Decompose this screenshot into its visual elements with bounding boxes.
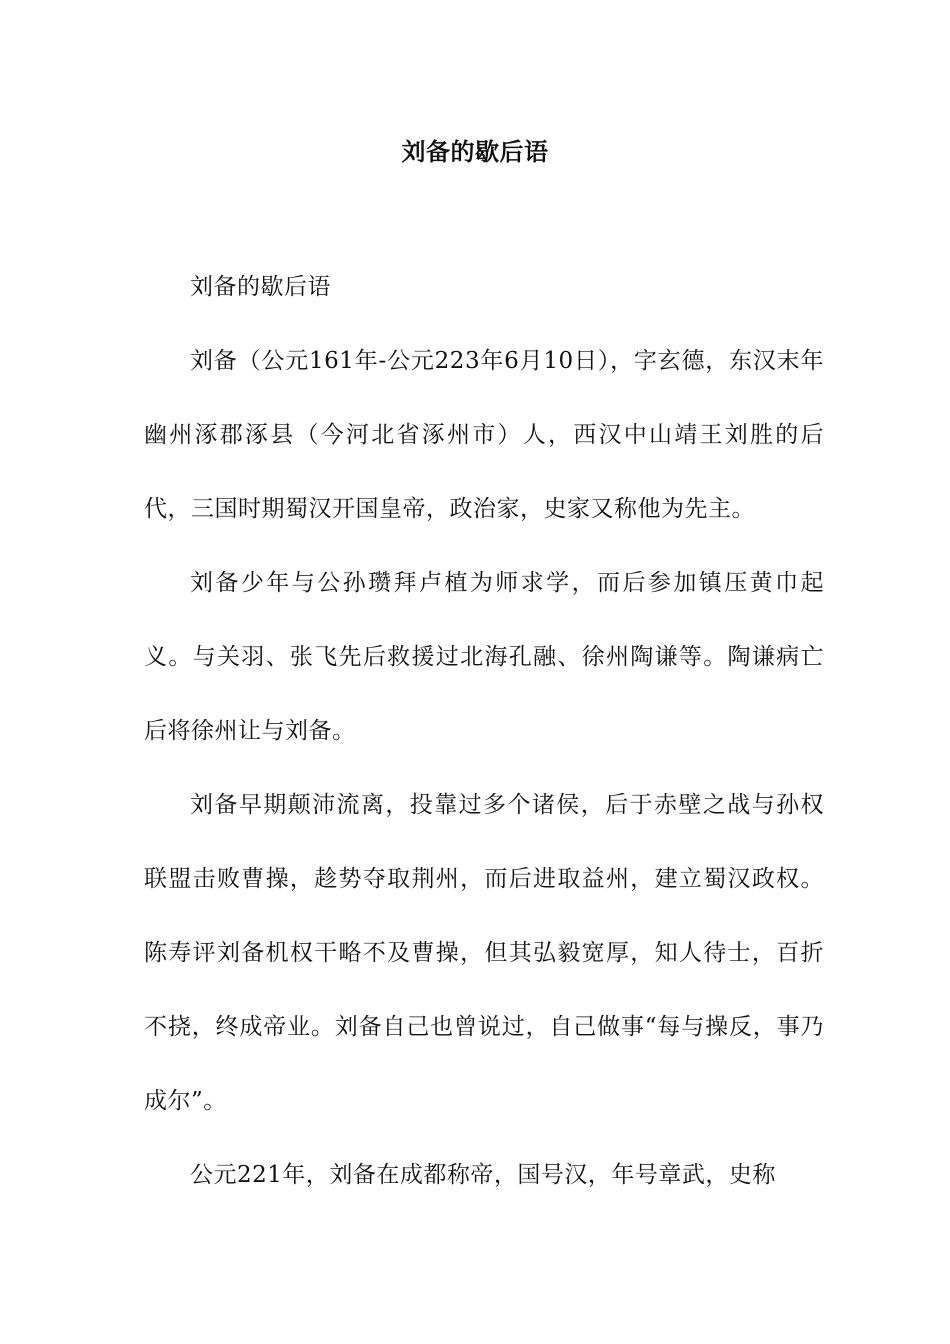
paragraph-emperor: 公元221年，刘备在成都称帝，国号汉，年号章武，史称: [190, 1162, 776, 1188]
document-body: [144, 250, 824, 1212]
paragraph-heading: 刘备的歇后语: [190, 274, 331, 300]
document-title: 刘备的歇后语: [401, 138, 549, 166]
paragraph-early-life: 刘备少年与公孙瓒拜卢植为师求学，而后参加镇压黄巾起义。与关羽、张飞先后救援过北海孔融、徐州陶谦等。陶谦病亡后将徐州让与刘备。: [144, 570, 824, 744]
paragraph-biography: 刘备（公元161年-公元223年6月10日），字玄德，东汉末年幽州涿郡涿县（今河北省涿州市）人，西汉中山靖王刘胜的后代，三国时期蜀汉开国皇帝，政治家，史家又称他为先主。: [144, 348, 824, 522]
paragraph-career: 刘备早期颠沛流离，投靠过多个诸侯，后于赤壁之战与孙权联盟击败曹操，趁势夺取荆州，而后进取益州，建立蜀汉政权。陈寿评刘备机权干略不及曹操，但其弘毅宽厚，知人待士，百折不挠，终成帝业。刘备自己也曾说过，自己做事“每与操反，事乃成尔”。: [144, 792, 824, 1114]
